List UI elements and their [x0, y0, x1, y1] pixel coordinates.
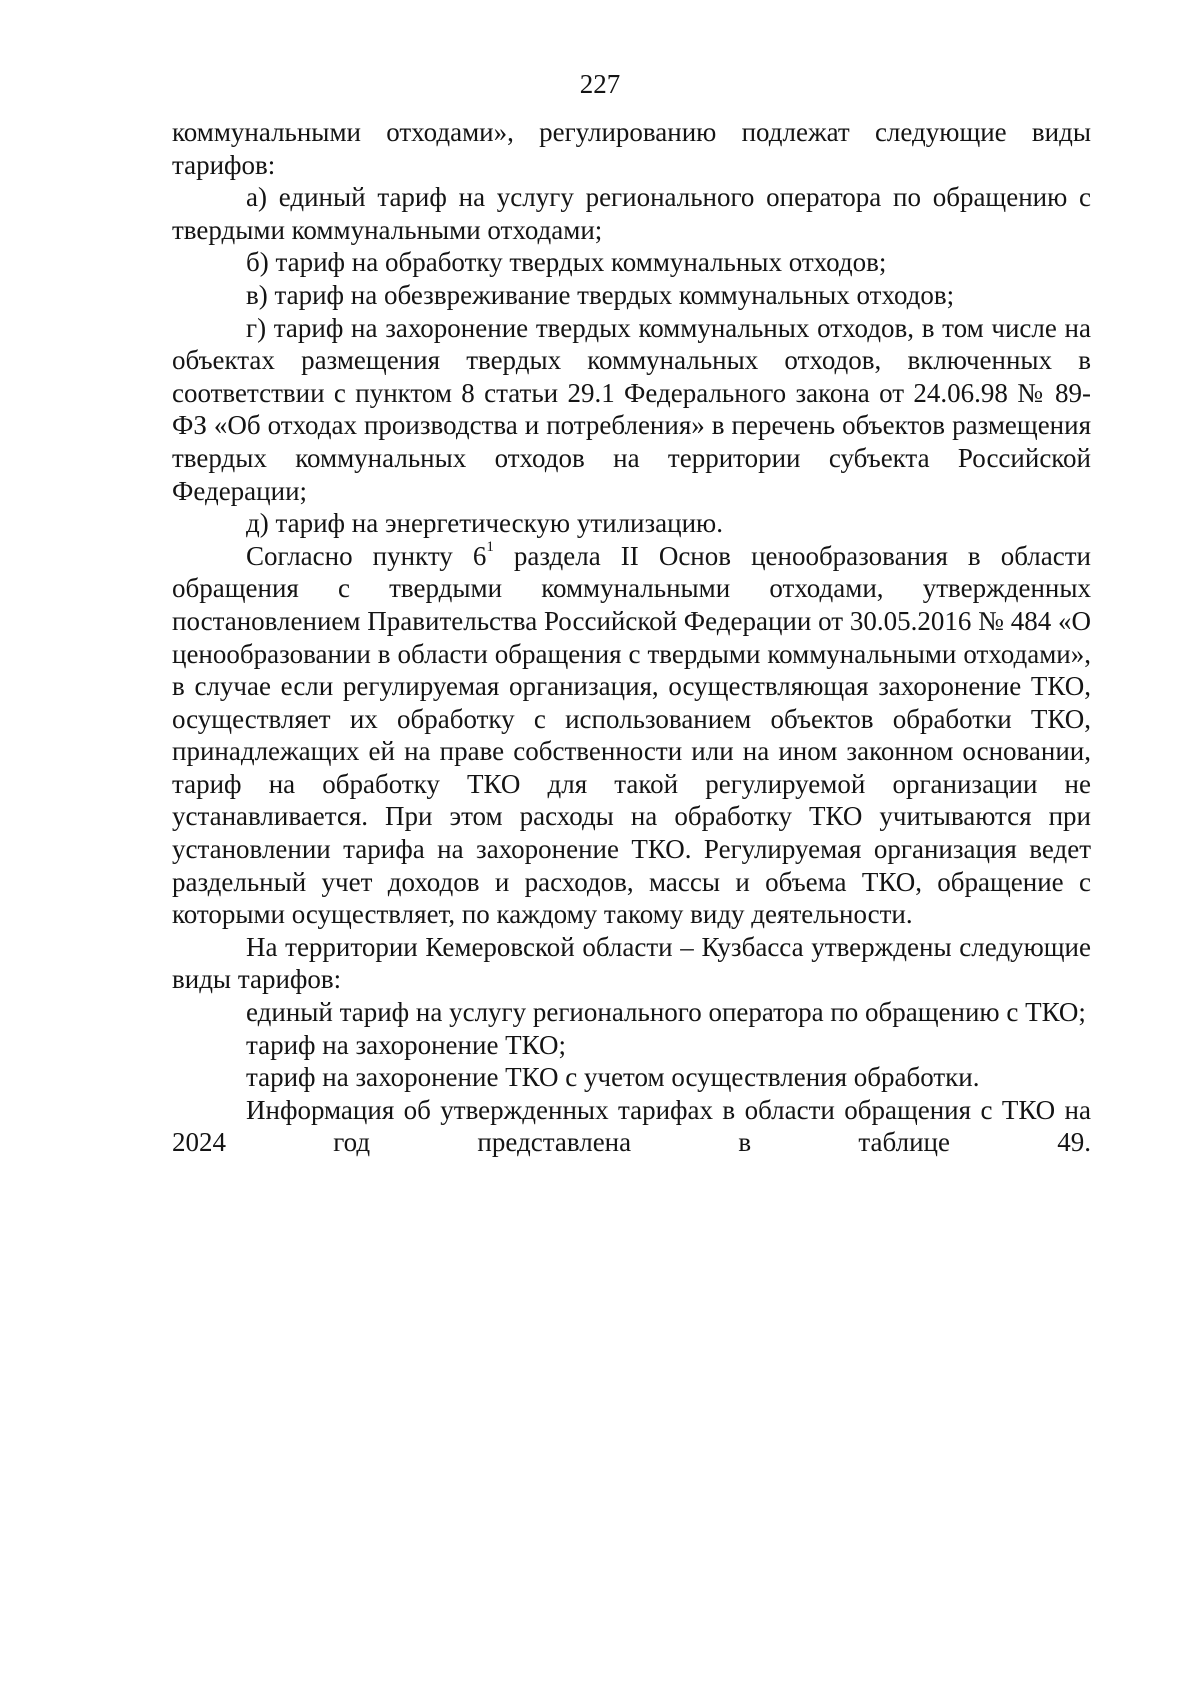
pricing-basics-text-rest: раздела II Основ ценообразования в области обращения с твердыми коммунальными отходами, утвержденных постановлением Правительства Российской Федерации от 30.05.2016 № 484 «О ценообразовании в области обращения с твердыми коммунальными отходами», в случае если регулируемая организация, осуществляющая захоронение ТКО, осуществляет их обработку с использованием объектов обработки ТКО, принадлежащих ей на праве собственности или на ином законном основании, тариф на обработку ТКО для такой регулируемой организации не устанавливается. При этом расходы на обработку ТКО учитываются при установлении тарифа на захоронение ТКО. Регулируемая организация ведет раздельный учет доходов и расходов, массы и объема ТКО, обращение с которыми осуществляет, по каждому такому виду деятельности. [172, 540, 1091, 930]
kuzbass-intro-paragraph: На территории Кемеровской области – Кузбасса утверждены следующие виды тарифов: [172, 931, 1091, 995]
tariff-item-a: а) единый тариф на услугу регионального оператора по обращению с твердыми коммунальными отходами; [172, 182, 1091, 245]
pricing-basics-paragraph [172, 540, 1091, 931]
tariff-item-d: д) тариф на энергетическую утилизацию. [246, 508, 723, 539]
footnote-superscript: 1 [486, 538, 494, 555]
kuzbass-tariff-2: тариф на захоронение ТКО; [246, 1029, 567, 1060]
kuzbass-tariff-1: единый тариф на услугу регионального оператора по обращению с ТКО; [246, 997, 1086, 1028]
pricing-basics-text-start: Согласно пункту 6 [246, 540, 487, 571]
kuzbass-tariff-3: тариф на захоронение ТКО с учетом осуществления обработки. [246, 1062, 980, 1093]
page-number: 227 [579, 69, 621, 99]
tariff-item-b: б) тариф на обработку твердых коммунальных отходов; [246, 247, 887, 278]
tariff-item-g: г) тариф на захоронение твердых коммунальных отходов, в том числе на объектах размещения твердых коммунальных отходов, включенных в соответствии с пунктом 8 статьи 29.1 Федерального закона от 24.06.98 № 89-ФЗ «Об отходах производства и потребления» в перечень объектов размещения твердых коммунальных отходов на территории субъекта Российской Федерации; [172, 312, 1091, 506]
tariff-item-v: в) тариф на обезвреживание твердых коммунальных отходов; [246, 279, 955, 310]
intro-paragraph: коммунальными отходами», регулированию подлежат следующие виды тарифов: [172, 117, 1091, 180]
document-body [172, 116, 1091, 1159]
conclusion-paragraph: Информация об утвержденных тарифах в области обращения с ТКО на 2024 год представлена в таблице 49. [172, 1094, 1091, 1158]
